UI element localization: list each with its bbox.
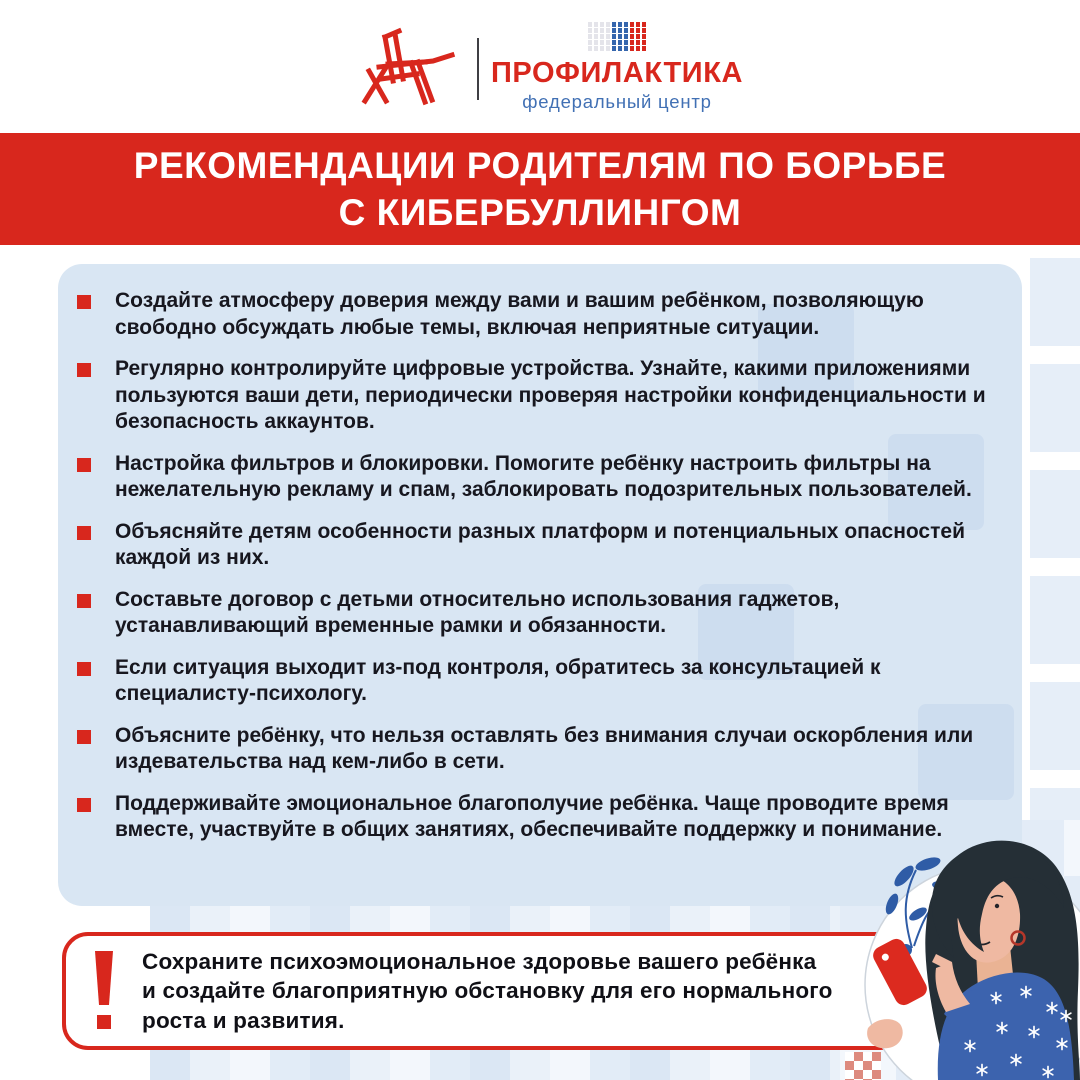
bullet-square-icon — [77, 295, 91, 309]
bullet-square-icon — [77, 730, 91, 744]
background-right-tiles — [1030, 258, 1080, 908]
recommendations-panel — [58, 264, 1022, 906]
list-item — [77, 587, 994, 640]
list-item-text: Создайте атмосферу доверия между вами и вашим ребёнком, позволяющую свободно обсуждать любые темы, включая неприятные ситуации. — [115, 289, 924, 339]
bullet-square-icon — [77, 798, 91, 812]
brand-subtitle: федеральный центр — [522, 90, 712, 112]
header-divider — [477, 38, 479, 100]
list-item-text: Если ситуация выходит из-под контроля, обратитесь за консультацией к специалисту-психологу. — [115, 655, 881, 705]
warning-box — [62, 932, 906, 1050]
brand-name: ПРОФИЛАКТИКА — [490, 56, 744, 89]
bullet-square-icon — [77, 662, 91, 676]
page-title-line2: С КИБЕРБУЛЛИНГОМ — [338, 192, 742, 233]
brand-mark-icon — [355, 25, 465, 107]
title-banner — [0, 133, 1080, 245]
exclamation-icon — [92, 951, 116, 1031]
woman-with-phone-illustration — [820, 820, 1080, 1080]
brand-logo — [490, 22, 744, 113]
list-item-text: Поддерживайте эмоциональное благополучие ребёнка. Чаще проводите время вместе, участвуйте в общих занятиях, обеспечивайте поддержку и понимание. — [115, 791, 949, 841]
warning-line: и создайте благоприятную обстановку для его нормального — [142, 978, 833, 1004]
header — [0, 0, 1080, 133]
bullet-square-icon — [77, 526, 91, 540]
flag-grid-icon — [588, 22, 647, 51]
list-item-text: Объясняйте детям особенности разных платформ и потенциальных опасностей каждой из них. — [115, 519, 965, 569]
page-title-line1: РЕКОМЕНДАЦИИ РОДИТЕЛЯМ ПО БОРЬБЕ — [133, 145, 947, 186]
list-item — [77, 451, 994, 504]
warning-line: роста и развития. — [142, 1007, 345, 1033]
list-item-text: Составьте договор с детьми относительно использования гаджетов, устанавливающий временные рамки и обязанности. — [115, 587, 840, 637]
list-item — [77, 288, 994, 341]
list-item-text: Настройка фильтров и блокировки. Помогите ребёнку настроить фильтры на нежелательную рекламу и спам, заблокировать подозрительных пользователей. — [115, 451, 972, 501]
list-item — [77, 356, 994, 436]
bullet-square-icon — [77, 594, 91, 608]
bullet-square-icon — [77, 363, 91, 377]
list-item-text: Регулярно контролируйте цифровые устройства. Узнайте, какими приложениями пользуются ваши дети, периодически проверяя настройки конфиденциальности и безопасность аккаунтов. — [115, 357, 986, 433]
list-item — [77, 723, 994, 776]
warning-text — [142, 947, 833, 1036]
warning-line: Сохраните психоэмоциональное здоровье вашего ребёнка — [142, 948, 817, 974]
bullet-square-icon — [77, 458, 91, 472]
list-item — [77, 655, 994, 708]
list-item-text: Объясните ребёнку, что нельзя оставлять без внимания случаи оскорбления или издевательства над кем-либо в сети. — [115, 723, 974, 773]
list-item — [77, 519, 994, 572]
